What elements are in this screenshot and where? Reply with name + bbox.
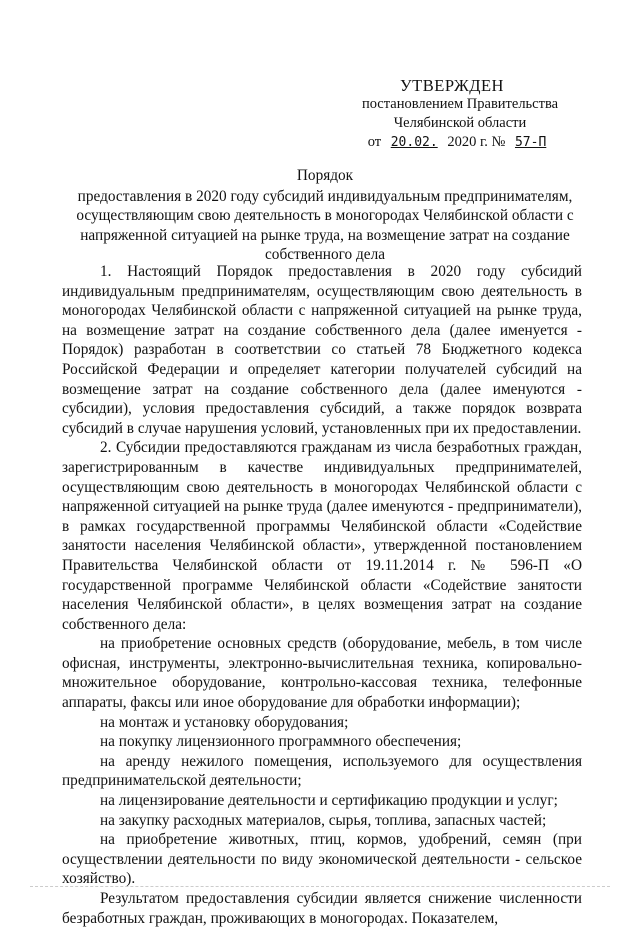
list-item: на приобретение животных, птиц, кормов, удобрений, семян (при осуществлении деятельности по виду экономической деятельности - сельское хозяйство). [62,831,582,888]
paragraph-1: 1. Настоящий Порядок предоставления в 2020 году субсидий индивидуальным предпринимателям, осуществляющим свою деятельность в моногородах Челябинской области с напряженной ситуацией на рынке труда, на возмещение затрат на создание собственного дела (далее именуется - Порядок) разработан в соответствии со статьей 78 Бюджетного кодекса Российской Федерации и определяет категории получателей субсидий на возмещение затрат на создание собственного дела (далее именуются - субсидии), условия предоставления субсидий, а также порядок возврата субсидий в случае нарушения условий, установленных при их предоставлении. [62,263,582,437]
approval-line-1: постановлением Правительства [361,96,559,112]
decree-number: 57-П [514,135,547,150]
document-subtitle: предоставления в 2020 году субсидий индивидуальным предпринимателям, осуществляющим свою деятельность в моногородах Челябинской области с напряженной ситуацией на рынке труда, на возмещение затрат на создание собственного дела [76,187,574,263]
list-item: на монтаж и установку оборудования; [100,713,349,731]
date-value: 20.02. [390,135,438,150]
list-item: на закупку расходных материалов, сырья, топлива, запасных частей; [100,811,547,829]
paragraph-2: 2. Субсидии предоставляются гражданам из числа безработных граждан, зарегистрированным в качестве индивидуальных предпринимателей, осуществляющим свою деятельность в моногородах Челябинской области с напряженной ситуацией на рынке труда (далее именуются - предприниматели), в рамках государственной программы Челябинской области «Содействие занятости населения Челябинской области», утвержденной постановлением Правительства Челябинской области от 19.11.2014 г. № 596-П «О государственной программе Челябинской области «Содействие занятости населения Челябинской области», в целях возмещения затрат на создание собственного дела: [62,439,582,633]
document-title: Порядок [296,167,354,184]
paragraph-3: Результатом предоставления субсидии является снижение численности безработных граждан, проживающих в моногородах. Показателем, [62,890,582,927]
year-text: 2020 г. № [447,134,506,150]
list-item: на приобретение основных средств (оборудование, мебель, в том числе офисная, инструменты, электронно-вычислительная техника, копировально-множительное оборудование, контрольно-кассовая техника, телефонные аппараты, факсы или иное оборудование для обработки информации); [62,635,582,712]
approval-title: УТВЕРЖДЕН [400,76,504,95]
document-heading [60,166,590,265]
approval-block [340,76,580,152]
list-item: на аренду нежилого помещения, используемого для осуществления предпринимательской деятельности; [62,752,582,790]
date-prefix: от [367,134,382,150]
list-item: на лицензирование деятельности и сертификацию продукции и услуг; [100,792,558,810]
approval-line-2: Челябинской области [393,115,527,131]
approval-date-line [340,133,580,152]
document-body [62,262,582,928]
page-bottom-divider [30,886,610,887]
list-item: на покупку лицензионного программного обеспечения; [100,733,462,751]
